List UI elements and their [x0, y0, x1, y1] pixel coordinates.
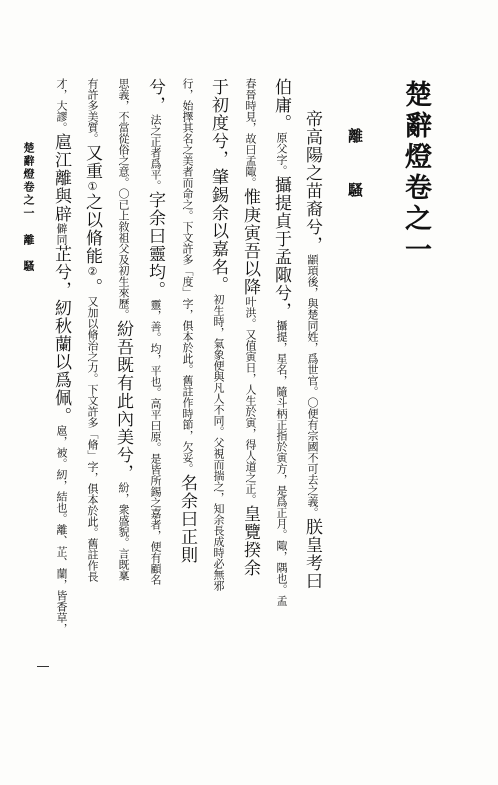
commentary-note: 思義，不當從俗之意。〇已上敘祖父及初生來歷。 [117, 78, 130, 320]
commentary-note: 才，大謬。 [55, 78, 68, 133]
main-text: 扈江離與辟 [51, 133, 71, 223]
text-column [145, 78, 165, 585]
commentary-note: 靈，善。均，平也。高平曰原。是皆所錫之嘉者，便有顧名 [149, 299, 162, 585]
main-text: 。 [82, 278, 102, 296]
footer-chapter: 離 騷 [22, 234, 35, 273]
commentary-note: 孟 [275, 595, 288, 606]
volume-title: 楚辭燈卷之一 [400, 80, 431, 266]
main-text: 芷兮， [51, 245, 71, 299]
commentary-note: 攝提，星名，隨斗柄正指於寅方，是爲正月。 [275, 320, 288, 540]
footnote-marker: ① [86, 180, 99, 193]
main-text: 字余曰靈均。 [145, 191, 165, 299]
commentary-note: 顓頊後，與楚同姓，爲世官。〇便有宗國不可去之義。 [306, 254, 319, 518]
text-column [82, 78, 102, 582]
main-text: 肇錫余以嘉名。 [208, 168, 228, 294]
main-text: 之以脩能 [82, 193, 102, 265]
main-text: 朕皇考曰 [302, 518, 322, 590]
commentary-note: 扈，被。紉，結也。離、芷、蘭，皆香草， [55, 425, 68, 634]
main-text: 惟庚寅吾以降 [240, 188, 260, 296]
footer-book-title: 楚辭燈卷之一 [22, 142, 35, 220]
main-text: 紉秋蘭以爲佩。 [51, 299, 71, 425]
main-text: 又重 [82, 144, 102, 180]
running-footer [20, 142, 36, 273]
page-mark [37, 666, 49, 667]
commentary-note: 原父字。 [275, 132, 288, 176]
commentary-note: 叶洪。 [244, 296, 257, 329]
main-text: 名余曰正則 [177, 474, 197, 564]
commentary-note: 初生時，氣象便與凡人不同。父視而揣之，知余長成時必無邪 [212, 294, 225, 591]
commentary-note: 春晉時見，故曰孟陬。 [244, 78, 257, 188]
commentary-note: 僻同 [55, 223, 68, 245]
commentary-note: 法之正者爲平。 [149, 114, 162, 191]
main-text: 皇覽揆余 [240, 505, 260, 577]
commentary-note: 陬，隅也。 [275, 540, 288, 595]
text-column [302, 110, 322, 590]
footnote-marker: ② [86, 265, 99, 278]
main-text: 于初度兮， [208, 78, 228, 168]
commentary-note: 又值寅日，人生於寅，得人道之正。 [244, 329, 257, 505]
main-text: 伯庸。 [271, 78, 291, 132]
text-column [240, 78, 260, 577]
commentary-note: 紛，衆盛貌。言既稟 [117, 482, 130, 581]
text-column [271, 78, 291, 606]
text-column [177, 78, 197, 564]
text-column [208, 78, 228, 591]
main-text: 攝提貞于孟陬兮， [271, 176, 291, 320]
commentary-note: 又加以脩治之力。下文許多「脩」字，俱本於此。舊註作長 [86, 296, 99, 582]
text-column [113, 78, 133, 581]
commentary-note: 有許多美質。 [86, 78, 99, 144]
main-text: 帝高陽之苗裔兮， [302, 110, 322, 254]
main-text: 兮， [145, 78, 165, 114]
main-text: 紛吾既有此內美兮， [113, 320, 133, 482]
text-column [51, 78, 71, 634]
commentary-note: 行，始擇其名之美者而命之。下文許多「度」字，俱本於此。舊註作時節，欠妥。 [181, 78, 194, 474]
section-heading: 離 騷 [346, 128, 364, 209]
